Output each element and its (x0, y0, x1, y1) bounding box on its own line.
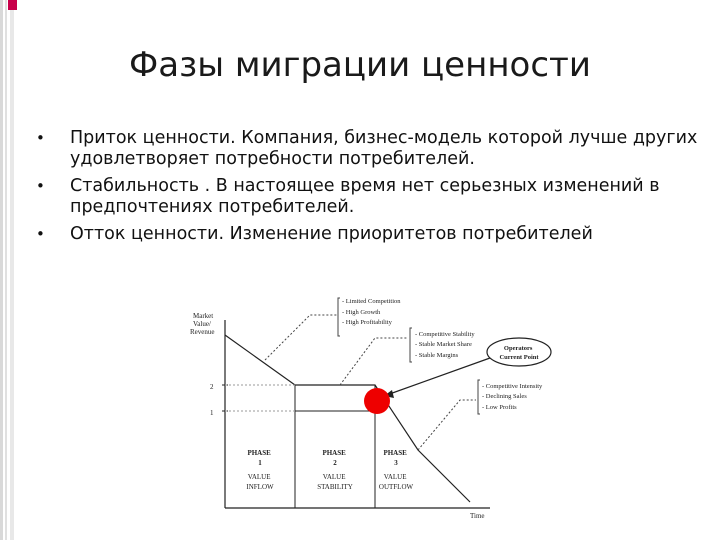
y-tick-2: 2 (210, 383, 214, 391)
phase3-label: PHASE 3 (383, 449, 407, 467)
left-border-line (10, 10, 14, 540)
bullet-item (30, 224, 700, 245)
bullet-item (30, 128, 700, 170)
phase1-bracket (338, 298, 340, 336)
slide-title: Фазы миграции ценности (129, 45, 591, 85)
phase1-notes: - Limited Competition - High Growth - High Profitability (342, 298, 401, 326)
operators-callout-text: Operators Current Point (499, 345, 539, 361)
bullet-icon: • (36, 177, 45, 195)
y-axis-label: Market Value/ Revenue (190, 312, 215, 336)
callout-arrow (384, 358, 490, 396)
y-tick-1: 1 (210, 409, 214, 417)
phase2-bracket (410, 328, 412, 362)
x-axis-label: Time (470, 512, 485, 520)
phase1-connector (265, 315, 338, 360)
bullet-text: Приток ценности. Компания, бизнес-модель которой лучше других удовлетворяет потребности потребителей. (70, 128, 698, 169)
bullet-icon: • (36, 225, 45, 243)
bullet-text: Отток ценности. Изменение приоритетов потребителей (70, 224, 593, 244)
bullet-item (30, 176, 700, 218)
phase2-caption: VALUE STABILITY (317, 473, 353, 491)
phase2-label: PHASE 2 (322, 449, 346, 467)
phase1-label: PHASE 1 (247, 449, 271, 467)
operators-callout (487, 338, 551, 366)
accent-marker (8, 0, 17, 10)
phase2-connector (340, 338, 408, 385)
phase3-bracket (478, 380, 480, 414)
phase3-caption: VALUE OUTFLOW (378, 473, 414, 491)
bullet-list (30, 128, 700, 251)
current-point-marker (364, 388, 390, 414)
phase3-notes: - Competitive Intensity - Declining Sales - Low Profits (482, 383, 543, 411)
bullet-icon: • (36, 129, 45, 147)
bullet-text: Стабильность . В настоящее время нет серьезных изменений в предпочтениях потребителей. (70, 176, 660, 217)
phase2-notes: - Competitive Stability - Stable Market Share - Stable Margins (415, 331, 475, 359)
phase3-connector (418, 400, 476, 450)
value-migration-diagram (190, 290, 543, 530)
phase1-caption: VALUE INFLOW (246, 473, 274, 491)
